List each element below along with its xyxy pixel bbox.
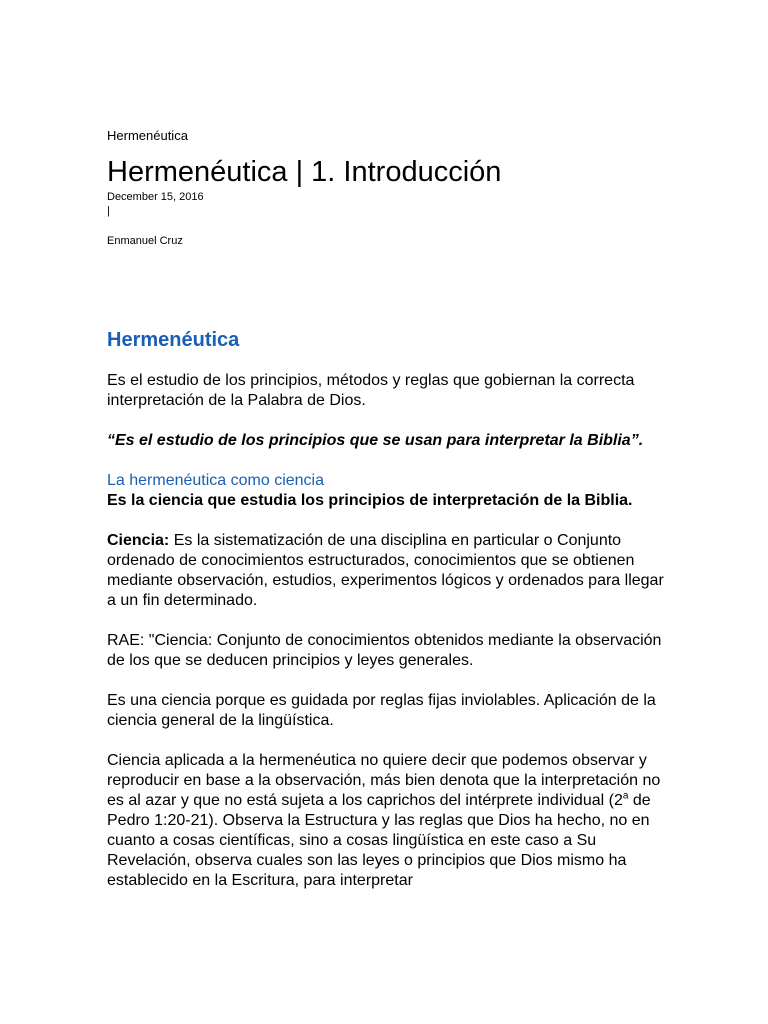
applied-text-2: de Pedro 1:20-21). Observa la Estructura y las reglas que Dios ha hecho, no en cuanto a cosas científicas, sino a cosas lingüística en este caso a Su Revelación, observa cuales son las leyes o principios que Dios mismo ha establecido en la Escritura, para interpretar (107, 792, 651, 889)
author-name: Enmanuel Cruz (107, 235, 183, 247)
page-title: Hermenéutica | 1. Introducción (107, 156, 502, 188)
meta-separator: | (107, 205, 110, 217)
ciencia-paragraph (107, 531, 667, 611)
definition-paragraph: Es el estudio de los principios, métodos y reglas que gobiernan la correcta interpretación de la Palabra de Dios. (107, 372, 635, 409)
subheading-science: La hermenéutica como ciencia (107, 472, 325, 489)
category-label: Hermenéutica (107, 128, 188, 143)
post-date: December 15, 2016 (107, 191, 204, 203)
quote-paragraph: “Es el estudio de los principios que se usan para interpretar la Biblia”. (107, 432, 644, 449)
science-statement: Es la ciencia que estudia los principios de interpretación de la Biblia. (107, 492, 633, 509)
article-body (107, 327, 667, 911)
applied-text-1: Ciencia aplicada a la hermenéutica no quiere decir que podemos observar y reproducir en base a la observación, más bien denota que la interpretación no es al azar y que no está sujeta a los caprichos del intérprete individual (2 (107, 752, 661, 809)
applied-superscript: a (622, 790, 629, 802)
ciencia-text: Es la sistematización de una disciplina en particular o Conjunto ordenado de conocimientos estructurados, conocimientos que se obtienen mediante observación, estudios, experimentos lógicos y ordenados para llegar a un fin determinado. (107, 532, 664, 609)
rae-paragraph: RAE: "Ciencia: Conjunto de conocimientos obtenidos mediante la observación de los que se deducen principios y leyes generales. (107, 632, 662, 669)
applied-paragraph (107, 751, 667, 891)
ciencia-label: Ciencia: (107, 532, 170, 549)
section-heading: Hermenéutica (107, 329, 240, 351)
guided-paragraph: Es una ciencia porque es guidada por reglas fijas inviolables. Aplicación de la ciencia general de la lingüística. (107, 692, 656, 729)
